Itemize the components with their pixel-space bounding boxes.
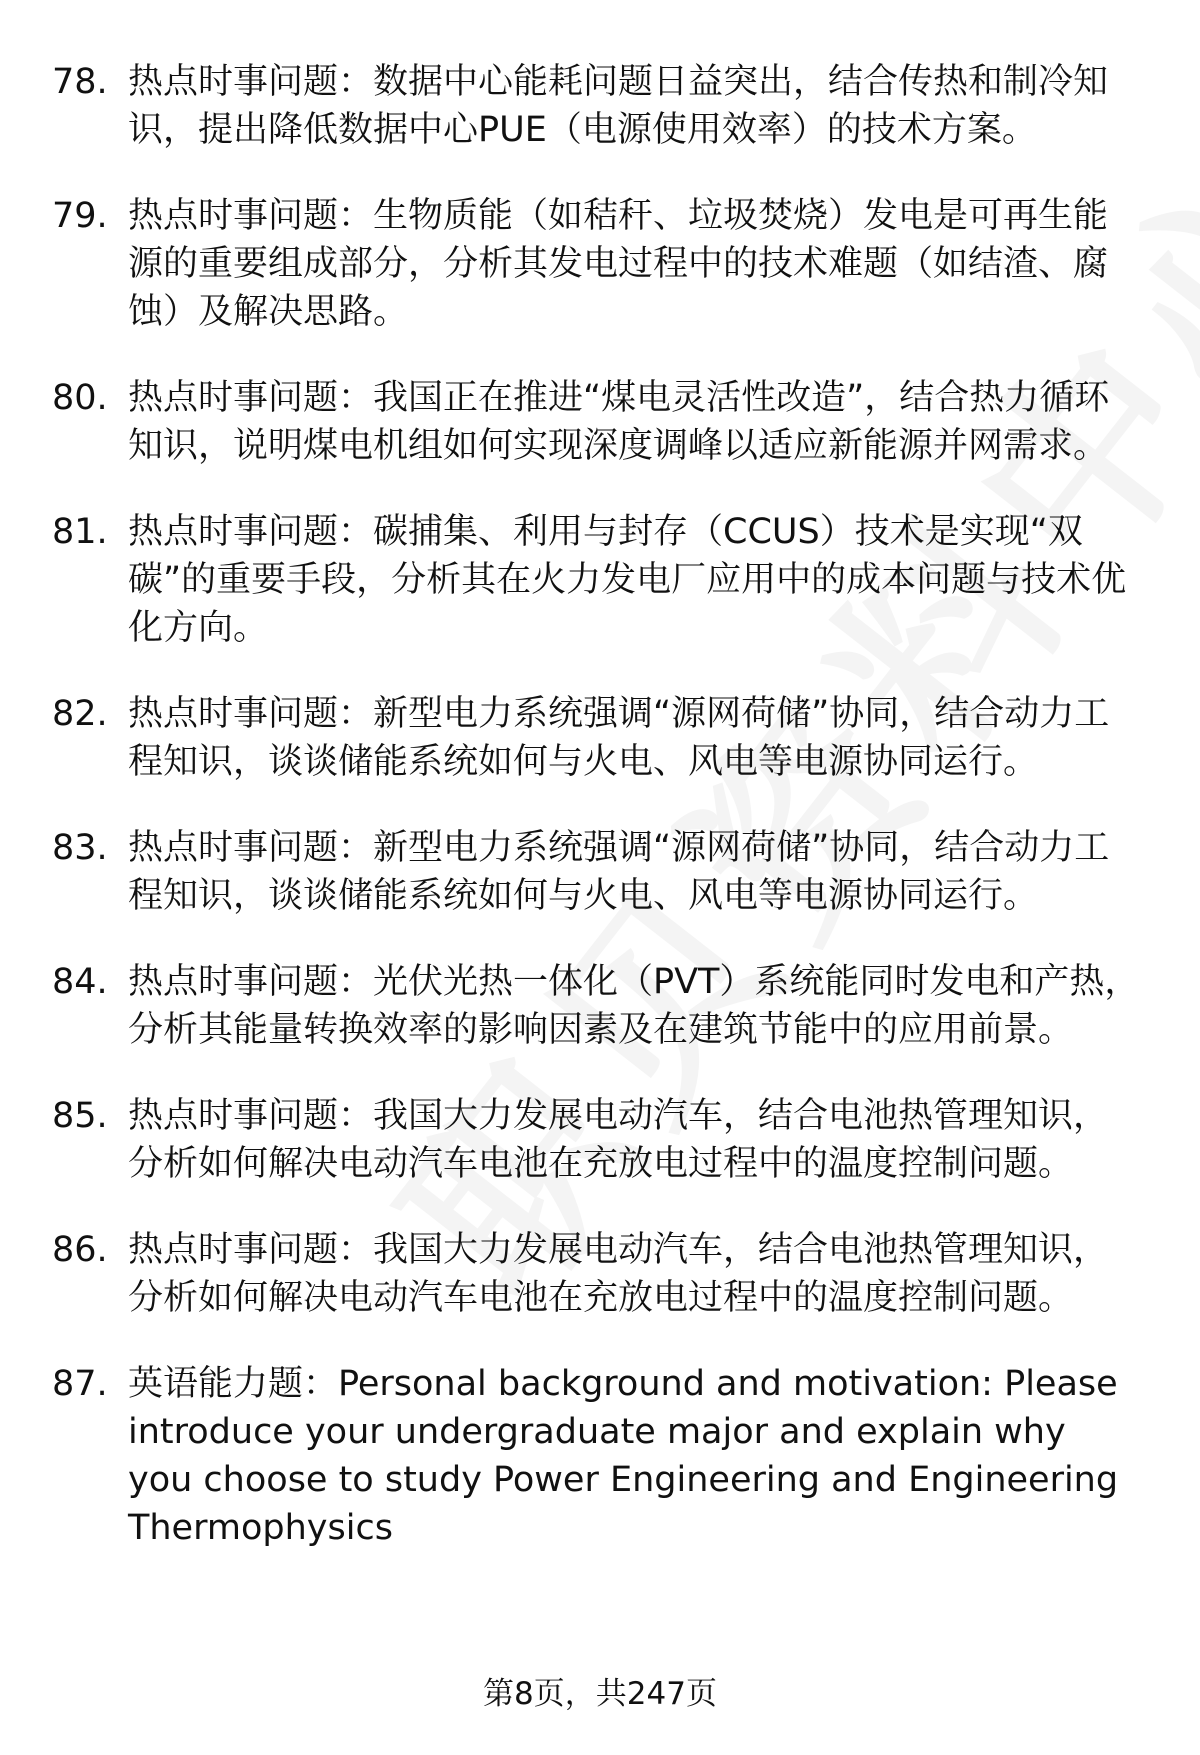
question-list	[0, 58, 1200, 1590]
question-87	[0, 1360, 1200, 1552]
question-text: 热点时事问题：新型电力系统强调“源网荷储”协同，结合动力工程知识，谈谈储能系统如何与火电、风电等电源协同运行。	[128, 828, 1110, 916]
question-81	[0, 508, 1200, 652]
question-78	[0, 58, 1200, 154]
question-number: 84.	[52, 962, 108, 1002]
question-number: 85.	[52, 1096, 108, 1136]
question-number: 80.	[52, 378, 108, 418]
question-text: 热点时事问题：碳捕集、利用与封存（CCUS）技术是实现“双碳”的重要手段，分析其在火力发电厂应用中的成本问题与技术优化方向。	[128, 512, 1127, 648]
question-number: 79.	[52, 196, 108, 236]
question-text: 英语能力题：Personal background and motivation: Please introduce your undergraduate major and explain why you choose to study Power Engineering and Engineering Thermophysics	[128, 1364, 1119, 1548]
question-83	[0, 824, 1200, 920]
question-86	[0, 1226, 1200, 1322]
question-text: 热点时事问题：数据中心能耗问题日益突出，结合传热和制冷知识，提出降低数据中心PUE（电源使用效率）的技术方案。	[128, 62, 1109, 150]
page-footer: 第8页，共247页	[483, 1676, 717, 1712]
question-85	[0, 1092, 1200, 1188]
question-text: 热点时事问题：我国大力发展电动汽车，结合电池热管理知识，分析如何解决电动汽车电池在充放电过程中的温度控制问题。	[128, 1096, 1109, 1184]
question-text: 热点时事问题：我国大力发展电动汽车，结合电池热管理知识，分析如何解决电动汽车电池在充放电过程中的温度控制问题。	[128, 1230, 1109, 1318]
question-number: 78.	[52, 62, 108, 102]
question-number: 82.	[52, 694, 108, 734]
question-text: 热点时事问题：新型电力系统强调“源网荷储”协同，结合动力工程知识，谈谈储能系统如何与火电、风电等电源协同运行。	[128, 694, 1110, 782]
question-number: 86.	[52, 1230, 108, 1270]
question-84	[0, 958, 1200, 1054]
question-number: 83.	[52, 828, 108, 868]
question-80	[0, 374, 1200, 470]
question-text: 热点时事问题：我国正在推进“煤电灵活性改造”，结合热力循环知识，说明煤电机组如何实现深度调峰以适应新能源并网需求。	[128, 378, 1110, 466]
question-82	[0, 690, 1200, 786]
question-text: 热点时事问题：生物质能（如秸秆、垃圾焚烧）发电是可再生能源的重要组成部分，分析其发电过程中的技术难题（如结渣、腐蚀）及解决思路。	[128, 196, 1109, 332]
question-text: 热点时事问题：光伏光热一体化（PVT）系统能同时发电和产热，分析其能量转换效率的影响因素及在建筑节能中的应用前景。	[128, 962, 1140, 1050]
question-79	[0, 192, 1200, 336]
question-number: 87.	[52, 1364, 108, 1404]
question-number: 81.	[52, 512, 108, 552]
